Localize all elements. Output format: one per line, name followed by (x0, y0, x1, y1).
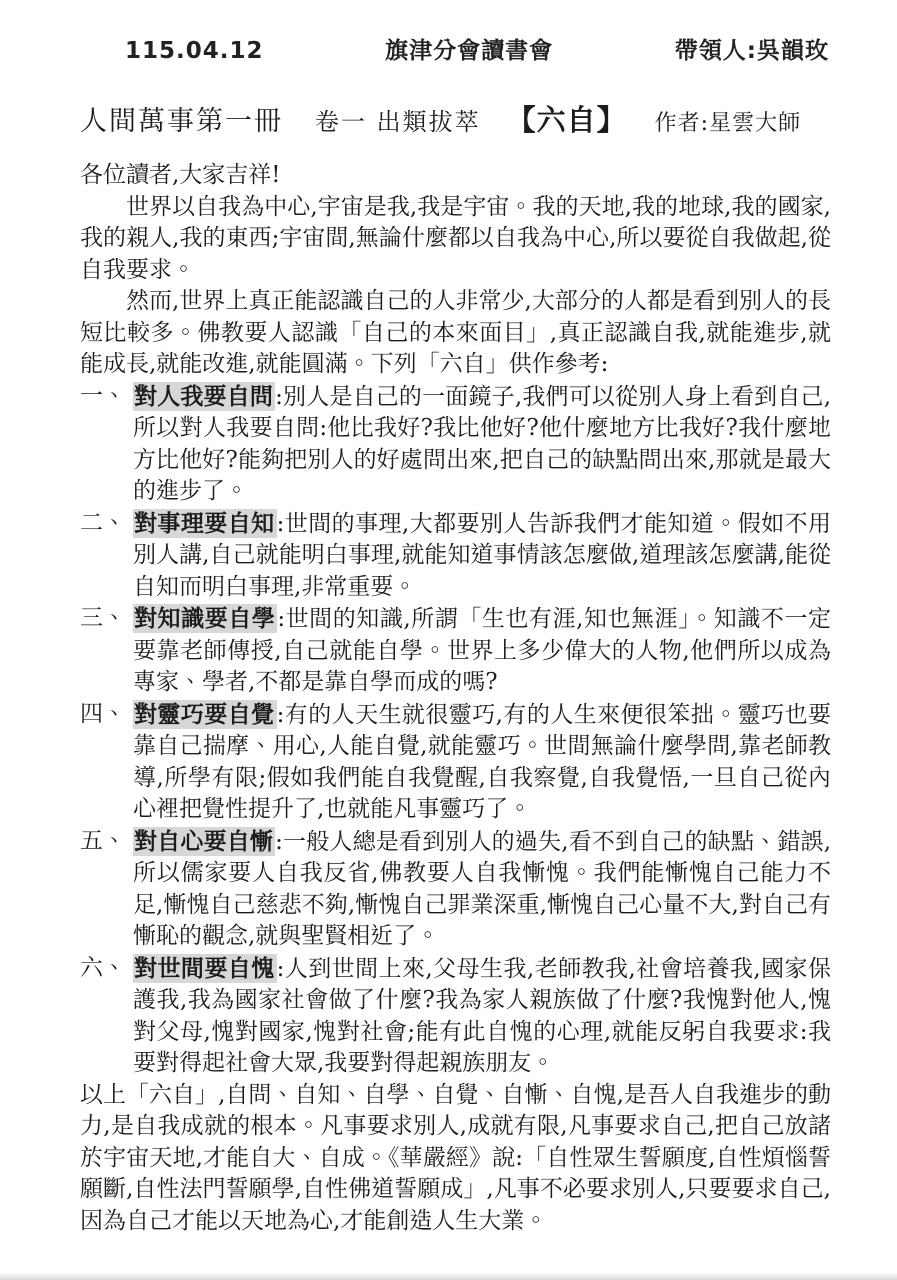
item-body (133, 953, 831, 1080)
document-body (80, 160, 831, 1237)
item-text: :一般人總是看到別人的過失,看不到自己的缺點、錯誤,所以儒家要人自我反省,佛教要人自我慚愧。我們能慚愧自己能力不足,慚愧自己慈悲不夠,慚愧自己罪業深重,慚愧自己心量不大,對自己有慚恥的觀念,就與聖賢相近了。 (133, 828, 832, 949)
document-title-row (80, 98, 831, 139)
item-text: :人到世間上來,父母生我,老師教我,社會培養我,國家保護我,我為國家社會做了什麼?我為家人親族做了什麼?我愧對他人,愧對父母,愧對國家,愧對社會;能有此自愧的心理,就能反躬自我要求:我要對得起社會大眾,我要對得起親族朋友。 (133, 955, 831, 1076)
item-text: :世間的知識,所謂「生也有涯,知也無涯」。知識不一定要靠老師傳授,自己就能自學。世界上多少偉大的人物,他們所以成為專家、學者,不都是靠自學而成的嗎? (133, 606, 832, 695)
item-body (133, 508, 831, 604)
item-number: 四、 (80, 700, 126, 727)
scan-edge-shadow (0, 1272, 897, 1280)
list-item-4 (80, 699, 831, 826)
item-body (133, 699, 831, 826)
item-heading-highlight: 對事理要自知 (134, 509, 275, 537)
item-heading-highlight: 對知識要自學 (134, 605, 276, 632)
group-title: 旗津分會讀書會 (385, 38, 554, 64)
intro-paragraph-2: 然而,世界上真正能認識自己的人非常少,大部分的人都是看到別人的長短比較多。佛教要人認識「自己的本來面目」,真正認識自我,就能進步,就能成長,就能改進,就能圓滿。下列「六自」供作參考: (80, 288, 831, 377)
item-number: 一、 (80, 382, 126, 409)
page-header (80, 38, 831, 64)
list-item-3 (80, 603, 831, 699)
greeting-line: 各位讀者,大家吉祥! (80, 162, 281, 188)
volume-title: 卷一 出類拔萃 (315, 108, 481, 136)
intro-paragraph-1: 世界以自我為中心,宇宙是我,我是宇宙。我的天地,我的地球,我的國家,我的親人,我的東西;宇宙間,無論什麼都以自我為中心,所以要從自我做起,從自我要求。 (80, 193, 831, 283)
item-body (133, 603, 831, 699)
item-number: 二、 (80, 509, 126, 536)
item-text: :世間的事理,大都要別人告訴我們才能知道。假如不用別人講,自己就能明白事理,就能知道事情該怎麼做,道理該怎麼講,能從自知而明白事理,非常重要。 (133, 510, 832, 600)
item-heading-highlight: 對世間要自愧 (134, 954, 275, 982)
leader-name: 帶領人:吳韻玫 (674, 38, 829, 64)
list-item-1 (80, 381, 831, 508)
author-byline: 作者:星雲大師 (654, 111, 802, 136)
item-text: :別人是自己的一面鏡子,我們可以從別人身上看到自己,所以對人我要自問:他比我好?我比他好?他什麼地方比我好?我什麼地方比他好?能夠把別人的好處問出來,把自己的缺點問出來,那就是最大的進步了。 (133, 383, 832, 504)
session-date: 115.04.12 (125, 38, 264, 64)
item-body (133, 381, 831, 508)
item-heading-highlight: 對人我要自問 (134, 382, 274, 410)
item-number: 三、 (80, 605, 126, 631)
item-number: 五、 (80, 827, 126, 854)
item-heading-highlight: 對自心要自慚 (134, 827, 274, 855)
closing-paragraph: 以上「六自」,自問、自知、自學、自覺、自慚、自愧,是吾人自我進步的動力,是自我成就的根本。凡事要求別人,成就有限,凡事要求自己,把自己放諸於宇宙天地,才能自大、自成。《華嚴經》說:「自性眾生誓願度,自性煩惱誓願斷,自性法門誓願學,自性佛道誓願成」,凡事不必要求別人,只要要求自己,因為自己才能以天地為心,才能創造人生大業。 (80, 1081, 831, 1234)
item-text: :有的人天生就很靈巧,有的人生來便很笨拙。靈巧也要靠自己揣摩、用心,人能自覺,就能靈巧。世間無論什麼學問,靠老師教導,所學有限;假如我們能自我覺醒,自我察覺,自我覺悟,一旦自己從內心裡把覺性提升了,也就能凡事靈巧了。 (133, 701, 832, 822)
list-item-2 (80, 508, 831, 604)
book-title: 人間萬事第一冊 (80, 106, 283, 137)
item-heading-highlight: 對靈巧要自覺 (134, 700, 275, 728)
list-item-6 (80, 953, 831, 1080)
item-body (133, 826, 831, 953)
list-item-5 (80, 826, 831, 953)
item-number: 六、 (80, 954, 126, 981)
chapter-title: 【六自】 (506, 103, 627, 137)
